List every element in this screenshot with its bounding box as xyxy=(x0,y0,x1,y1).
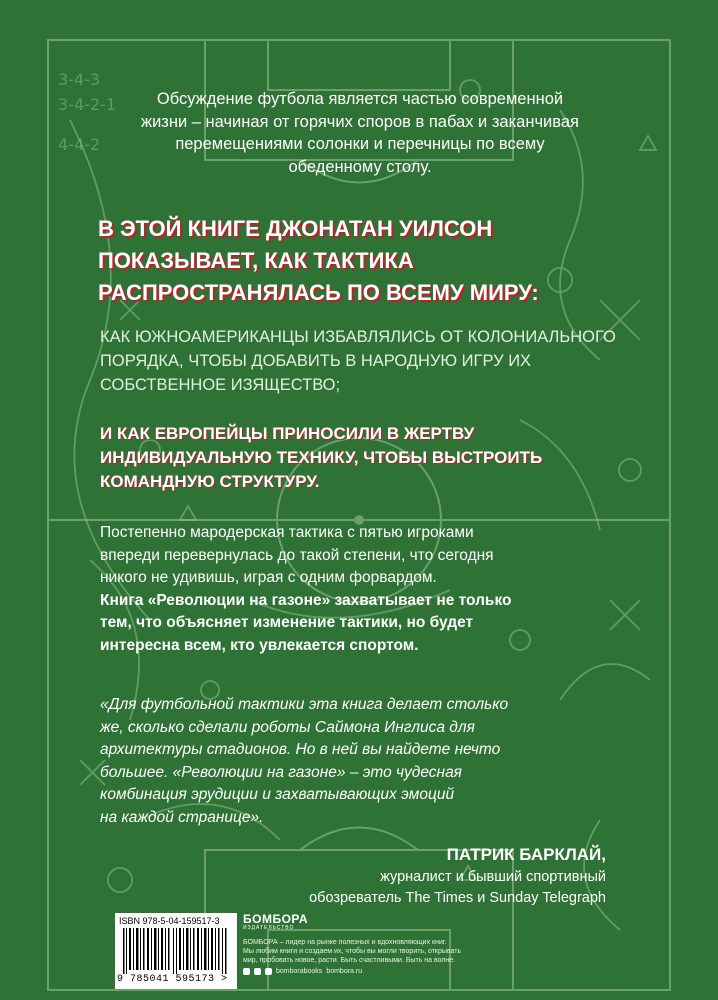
bold-line: интересна всем, кто увлекается спортом. xyxy=(100,636,419,654)
europe-paragraph xyxy=(100,422,645,494)
author-role: обозреватель The Times и Sunday Telegraph xyxy=(309,890,606,906)
quote-line: комбинация эрудиции и захватывающих эмоций xyxy=(100,786,455,803)
text-line: СОБСТВЕННОЕ ИЗЯЩЕСТВО; xyxy=(100,376,341,394)
intro-paragraph xyxy=(100,88,620,178)
intro-line: перемещениями солонки и перечницы по всему xyxy=(175,135,545,153)
quote-line: на каждой странице». xyxy=(100,808,264,826)
review-quote xyxy=(100,694,620,829)
text-line: КОМАНДНУЮ СТРУКТУРУ. xyxy=(100,472,320,491)
social-icon xyxy=(243,968,250,975)
quote-line: же, сколько сделали роботы Саймона Инглиса для xyxy=(100,718,475,736)
svg-text:3-4-3: 3-4-3 xyxy=(58,70,101,89)
publisher-handle[interactable]: bomborabooks xyxy=(276,968,323,975)
publisher-block xyxy=(243,913,523,975)
headline-line: РАСПРОСТРАНЯЛАСЬ ПО ВСЕМУ МИРУ: xyxy=(98,280,539,305)
barcode-number: 9 785041 595173 > xyxy=(117,974,228,985)
barcode-panel xyxy=(115,913,237,989)
author-name: ПАТРИК БАРКЛАЙ, xyxy=(446,845,606,864)
publisher-description xyxy=(243,938,523,965)
headline-line: ПОКАЗЫВАЕТ, КАК ТАКТИКА xyxy=(98,248,414,273)
intro-line: жизни – начиная от горячих споров в пабах и заканчивая xyxy=(141,112,579,131)
quote-line: архитектуры стадионов. Но в ней вы найдете нечто xyxy=(100,741,501,758)
intro-line: обеденному столу. xyxy=(288,157,432,176)
south-america-paragraph xyxy=(100,325,645,397)
intro-line: Обсуждение футбола является частью современной xyxy=(156,90,564,108)
publisher-links xyxy=(243,968,523,975)
headline xyxy=(98,213,638,309)
publisher-text-line: БОМБОРА – лидер на рынке полезных и вдохновляющих книг. xyxy=(243,939,447,946)
publisher-logo: БОМБОРА xyxy=(243,912,309,926)
text-line: И КАК ЕВРОПЕЙЦЫ ПРИНОСИЛИ В ЖЕРТВУ xyxy=(100,424,475,443)
text-line: никого не удивишь, играя с одним форвардом. xyxy=(100,569,437,586)
svg-text:4-4-2: 4-4-2 xyxy=(58,135,101,154)
svg-text:3-4-2-1: 3-4-2-1 xyxy=(58,95,117,114)
text-line: ПОРЯДКА, ЧТОБЫ ДОБАВИТЬ В НАРОДНУЮ ИГРУ ИХ xyxy=(100,352,532,370)
text-line: КАК ЮЖНОАМЕРИКАНЦЫ ИЗБАВЛЯЛИСЬ ОТ КОЛОНИАЛЬНОГО xyxy=(100,328,616,346)
quote-author xyxy=(309,843,606,909)
publisher-site-link[interactable]: bombora.ru xyxy=(326,968,363,975)
description-paragraph xyxy=(100,522,645,657)
headline-line: В ЭТОЙ КНИГЕ ДЖОНАТАН УИЛСОН xyxy=(98,216,493,241)
publisher-text-line: мир, пробовать новое, расти. Быть счастливыми. Быть на волне. xyxy=(243,957,456,964)
isbn-label: ISBN 978-5-04-159517-3 xyxy=(119,916,220,926)
text-line: ИНДИВИДУАЛЬНУЮ ТЕХНИКУ, ЧТОБЫ ВЫСТРОИТЬ xyxy=(100,448,543,467)
social-icon xyxy=(254,968,261,975)
social-icon xyxy=(265,968,272,975)
text-line: Постепенно мародерская тактика с пятью игроками xyxy=(100,524,474,541)
text-line: впереди перевернулась до такой степени, что сегодня xyxy=(100,546,494,564)
quote-line: «Для футбольной тактики эта книга делает столько xyxy=(100,696,509,713)
publisher-subtitle: ИЗДАТЕЛЬСТВО xyxy=(243,925,295,931)
publisher-text-line: Мы любим книги и создаем их, чтобы вы могли творить, открывать xyxy=(243,948,462,955)
bold-line: тем, что объясняет изменение тактики, но будет xyxy=(100,614,474,631)
author-role: журналист и бывший спортивный xyxy=(380,869,606,885)
bold-line: Книга «Революции на газоне» захватывает не только xyxy=(100,591,512,609)
quote-line: большее. «Революции на газоне» – это чудесная xyxy=(100,763,462,781)
barcode-icon xyxy=(121,928,231,974)
